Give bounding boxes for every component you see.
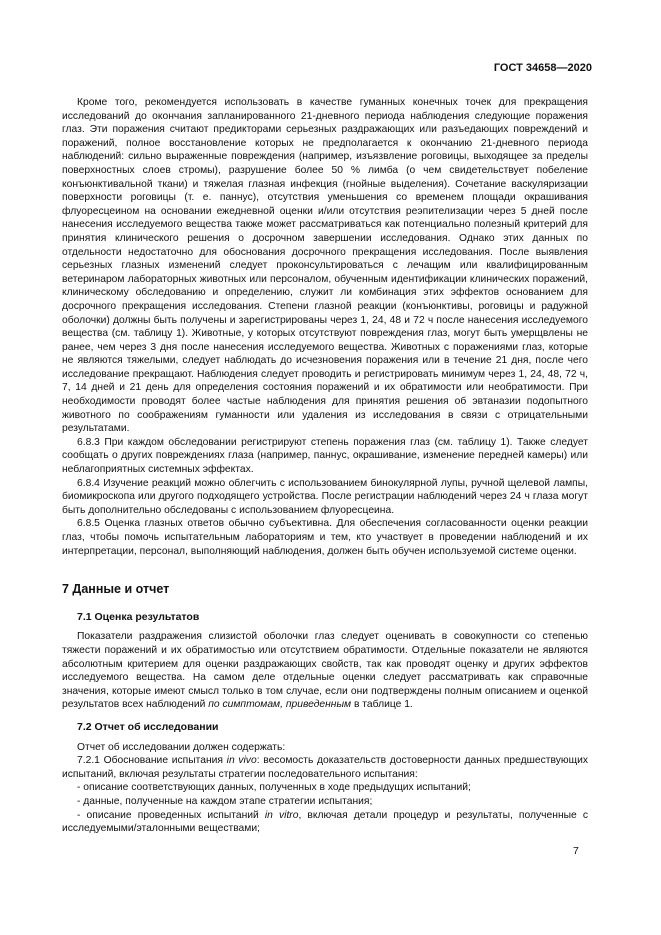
list-item-bullet-2: - данные, полученные на каждом этапе стратегии испытания; [77, 795, 373, 807]
section-7-heading: 7 Данные и отчет [62, 582, 170, 597]
item-7-2-1-text-b: : весомость доказательств достоверности данных предшествующих испытаний, включая результаты стратегии последовательного испытания: [62, 755, 588, 780]
list-item-bullet-3 [62, 809, 588, 836]
paragraph-7-2-intro: Отчет об исследовании должен содержать: [77, 741, 286, 753]
paragraph-6-8-4: 6.8.4 Изучение реакций можно облегчить с использованием бинокулярной лупы, ручной щелевой лампы, биомикроскопа или другого подходящего устройства. После регистрации наблюдений через 24 ч глаза могут быть дополнительно обследованы с использованием флуоресцеина. [62, 477, 588, 516]
document-body [62, 96, 588, 836]
paragraph-7-1 [62, 630, 588, 712]
bullet-3-text-b: , включая детали процедур и результаты, полученные с исследуемыми/эталонными веществами; [62, 809, 589, 835]
page-number: 7 [573, 845, 579, 857]
doc-code-header: ГОСТ 34658—2020 [493, 62, 592, 74]
paragraph-7-1-text-a: Показатели раздражения слизистой оболочки глаз следует оценивать в совокупности со степенью тяжести поражений и их обратимостью или отсутствием обратимости. Отдельные показатели не являются абсолютным критерием для оценки раздражающих свойств, так как проводят оценку и других эффектов исследуемого вещества. На самом деле отдельные оценки следует рассматривать как справочные значения, которые имеют смысл только в том случае, если они подтверждены полным описанием и оценкой результатов всех наблюдений [62, 631, 588, 711]
bullet-3-italic: in vitro [264, 809, 299, 821]
paragraph-7-2-1 [62, 754, 588, 781]
item-7-2-1-text-a: 7.2.1 Обоснование испытания [77, 755, 227, 767]
section-7-2-heading: 7.2 Отчет об исследовании [77, 720, 219, 733]
list-item-bullet-1: - описание соответствующих данных, полученных в ходе предыдущих испытаний; [77, 782, 471, 794]
paragraph-humane-endpoints: Кроме того, рекомендуется использовать в качестве гуманных конечных точек для прекращения исследований до окончания запланированного 21-дневного периода наблюдения следующие поражения глаз. Эти поражения считают предикторами серьезных раздражающих или разъедающих повреждений и поражений, полное восстановление которых не предполагается к окончанию 21-дневного периода наблюдений: сильно выраженные повреждения (например, изъязвление роговицы, выходящее за пределы поверхностных слоев стромы), разрушение более 50 % лимба (о чем свидетельствует побеление конъюнктивальной ткани) и тяжелая глазная инфекция (гнойные выделения). Сочетание васкуляризации поверхности роговицы (т. е. паннус), отсутствия уменьшения со временем площади окрашивания флуоресцеином на основании ежедневной оценки и/или отсутствия реэпителизации через 5 дней после нанесения исследуемого вещества также может рассматриваться как потенциально полезный критерий для принятия клинического решения о досрочном завершении исследования. Однако этих данных по отдельности недостаточно для обоснования досрочного прекращения исследования. После выявления серьезных глазных изменений следует проконсультироваться с лечащим или квалифицированным ветеринаром лабораторных животных или персоналом, обученным идентификации клинических поражений, клиническому обследованию и определению, служит ли комбинация этих эффектов основанием для досрочного прекращения исследования. Степени глазной реакции (конъюнктивы, роговицы и радужной оболочки) должны быть получены и зарегистрированы через 1, 24, 48 и 72 ч после нанесения исследуемого вещества (см. таблицу 1). Животные, у которых отсутствуют повреждения глаз, могут быть умерщвлены не ранее, чем через 3 дня после нанесения исследуемого вещества. Животных с поражениями глаз, которые не являются тяжелыми, следует наблюдать до исчезновения поражения или в течение 21 дня, после чего исследование прекращают. Наблюдения следует проводить и регистрировать минимум через 1, 24, 48, 72 ч, 7, 14 дней и 21 день для определения состояния поражений и их обратимости или необратимости. При необходимости проводят более частые наблюдения для принятия решения об эвтаназии подопытного животного по соображениям гуманности или удаления из исследования в связи с отрицательными результатами. [62, 97, 588, 435]
paragraph-6-8-3: 6.8.3 При каждом обследовании регистрируют степень поражения глаз (см. таблицу 1). Также следует сообщать о других повреждениях глаза (например, паннус, окрашивание, изменение передней камеры) или неблагоприятных системных эффектах. [62, 436, 588, 476]
item-7-2-1-italic: in vivo [226, 755, 257, 767]
paragraph-6-8-5: 6.8.5 Оценка глазных ответов обычно субъективна. Для обеспечения согласованности оценки реакции глаз, чтобы помочь испытательным лабораториям и тем, кто участвует в проведении наблюдений и их интерпретации, персонал, выполняющий наблюдения, должен быть обучен используемой системе оценки. [62, 518, 588, 557]
section-7-1-heading: 7.1 Оценка результатов [77, 610, 200, 623]
paragraph-7-1-text-b: в таблице 1. [351, 699, 413, 711]
paragraph-7-1-italic: по симптомам, приведенным [208, 699, 352, 711]
bullet-3-text-a: - описание проведенных испытаний [77, 809, 265, 821]
